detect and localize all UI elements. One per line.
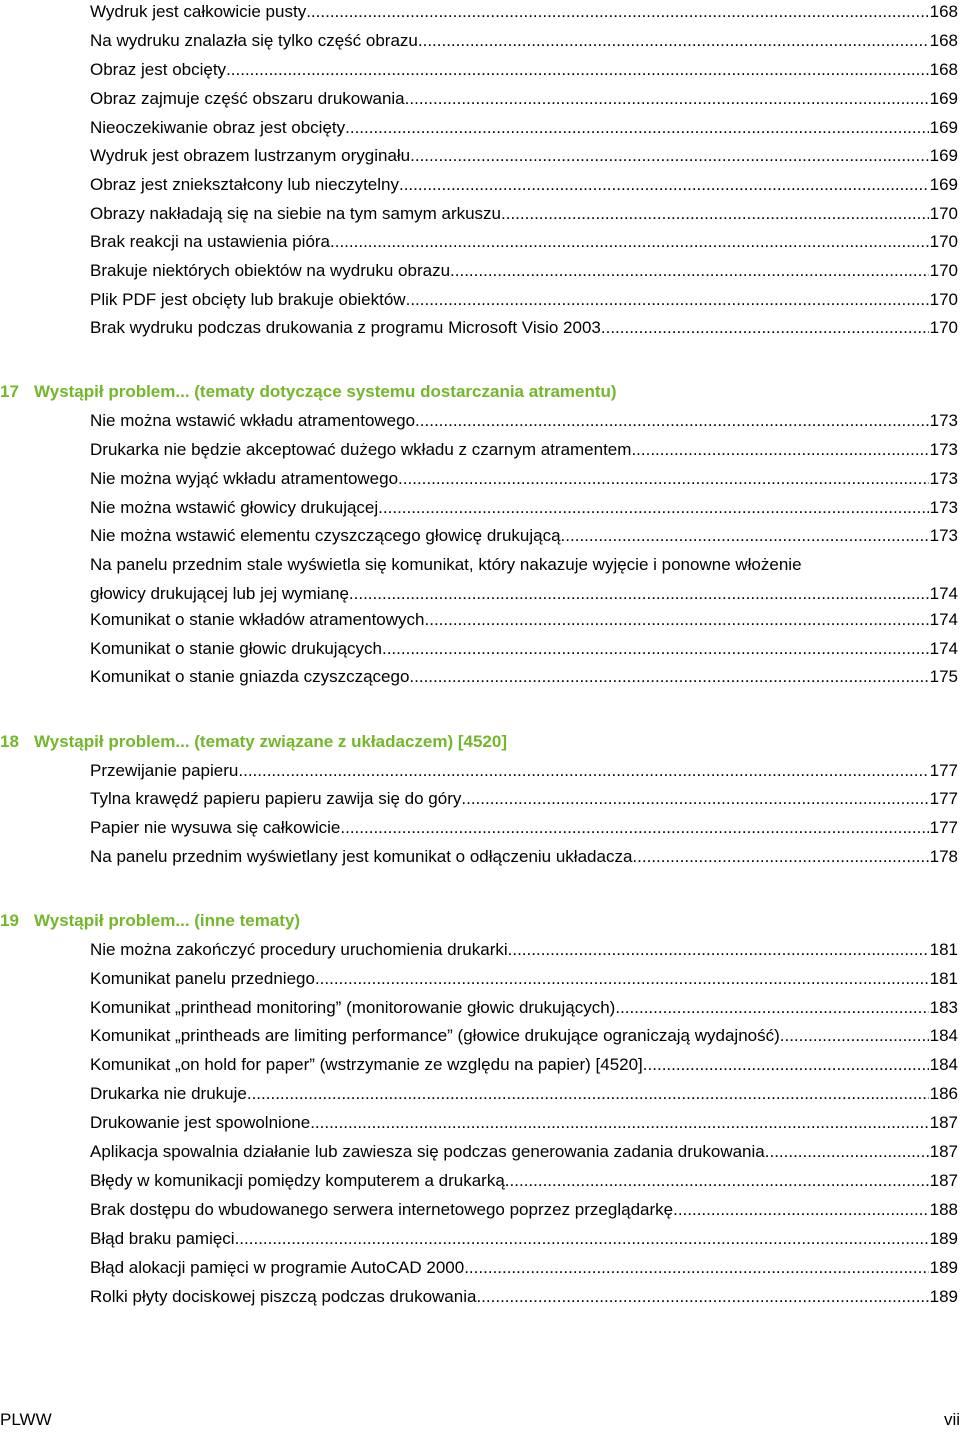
toc-entry[interactable] bbox=[90, 493, 958, 522]
toc-entry[interactable] bbox=[90, 605, 958, 634]
dot-leader bbox=[340, 813, 928, 842]
toc-entry-page: 173 bbox=[929, 440, 958, 459]
dot-leader bbox=[406, 285, 929, 314]
toc-entry-page: 189 bbox=[929, 1287, 958, 1306]
toc-entry-page: 168 bbox=[929, 2, 958, 21]
toc-entry-title: Przewijanie papieru bbox=[90, 756, 238, 785]
dot-leader bbox=[247, 1079, 929, 1108]
dot-leader bbox=[378, 493, 928, 522]
dot-leader bbox=[450, 256, 929, 285]
toc-entry-title: Brak dostępu do wbudowanego serwera internetowego poprzez przeglądarkę bbox=[90, 1195, 673, 1224]
dot-leader bbox=[310, 1108, 928, 1137]
dot-leader bbox=[508, 935, 929, 964]
toc-entry-page: 183 bbox=[929, 998, 958, 1017]
dot-leader bbox=[425, 605, 929, 634]
chapter-heading-18[interactable] bbox=[0, 727, 507, 756]
dot-leader bbox=[398, 464, 929, 493]
toc-entry-title-line1: Na panelu przednim stale wyświetla się komunikat, który nakazuje wyjęcie i ponowne włożenie bbox=[90, 555, 802, 574]
dot-leader bbox=[415, 406, 929, 435]
toc-entry-title: Komunikat o stanie głowic drukujących bbox=[90, 634, 382, 663]
toc-entry[interactable] bbox=[90, 634, 958, 663]
footer-page-number: vii bbox=[943, 1410, 960, 1429]
toc-entry[interactable] bbox=[90, 55, 958, 84]
chapter-number: 17 bbox=[0, 382, 19, 401]
dot-leader bbox=[780, 1021, 929, 1050]
dot-leader bbox=[505, 1166, 929, 1195]
chapter-number: 18 bbox=[0, 732, 19, 751]
toc-entry-page: 169 bbox=[929, 175, 958, 194]
dot-leader bbox=[399, 170, 929, 199]
dot-leader bbox=[330, 227, 929, 256]
toc-entry-page: 174 bbox=[929, 584, 958, 603]
toc-entry-page: 168 bbox=[929, 31, 958, 50]
toc-entry-page: 170 bbox=[929, 290, 958, 309]
toc-entry-title: Komunikat „on hold for paper” (wstrzymanie ze względu na papier) [4520] bbox=[90, 1050, 643, 1079]
toc-entry[interactable] bbox=[90, 406, 958, 435]
toc-entry-title: Aplikacja spowalnia działanie lub zawiesza się podczas generowania zadania drukowania bbox=[90, 1137, 765, 1166]
toc-entry[interactable] bbox=[90, 550, 958, 608]
toc-entry[interactable] bbox=[90, 1195, 958, 1224]
toc-entry[interactable] bbox=[90, 113, 958, 142]
toc-entry[interactable] bbox=[90, 1253, 958, 1282]
toc-entry[interactable] bbox=[90, 227, 958, 256]
toc-entry-title: Brakuje niektórych obiektów na wydruku obrazu bbox=[90, 256, 450, 285]
toc-entry-page: 174 bbox=[929, 639, 958, 658]
toc-entry-title: Wydruk jest obrazem lustrzanym oryginału bbox=[90, 141, 410, 170]
toc-entry[interactable] bbox=[90, 1050, 958, 1079]
dot-leader bbox=[615, 993, 928, 1022]
chapter-heading-19[interactable] bbox=[0, 906, 300, 935]
dot-leader bbox=[464, 1253, 928, 1282]
toc-entry-page: 170 bbox=[929, 232, 958, 251]
dot-leader bbox=[345, 113, 929, 142]
chapter-number: 19 bbox=[0, 911, 19, 930]
toc-entry[interactable] bbox=[90, 0, 958, 26]
toc-entry-page: 170 bbox=[929, 318, 958, 337]
dot-leader bbox=[315, 964, 929, 993]
toc-entry-page: 174 bbox=[929, 610, 958, 629]
toc-entry-title: Nieoczekiwanie obraz jest obcięty bbox=[90, 113, 345, 142]
dot-leader bbox=[631, 435, 928, 464]
dot-leader bbox=[410, 141, 928, 170]
toc-entry[interactable] bbox=[90, 662, 958, 691]
dot-leader bbox=[673, 1195, 929, 1224]
toc-entry-title: Plik PDF jest obcięty lub brakuje obiektów bbox=[90, 285, 406, 314]
toc-entry-page: 187 bbox=[929, 1113, 958, 1132]
toc-entry-title: głowicy drukującej lub jej wymianę bbox=[90, 579, 349, 608]
toc-entry-title: Rolki płyty dociskowej piszczą podczas drukowania bbox=[90, 1282, 476, 1311]
toc-entry[interactable] bbox=[90, 1137, 958, 1166]
toc-entry-page: 181 bbox=[929, 940, 958, 959]
chapter-title: Wystąpił problem... (inne tematy) bbox=[34, 911, 301, 930]
toc-entry[interactable] bbox=[90, 141, 958, 170]
toc-entry-title: Tylna krawędź papieru papieru zawija się do góry bbox=[90, 784, 461, 813]
toc-entry-title: Błędy w komunikacji pomiędzy komputerem a drukarką bbox=[90, 1166, 505, 1195]
toc-entry[interactable] bbox=[90, 1108, 958, 1137]
chapter-heading-17[interactable] bbox=[0, 377, 617, 406]
toc-entry-page: 184 bbox=[929, 1026, 958, 1045]
toc-entry-title: Drukowanie jest spowolnione bbox=[90, 1108, 310, 1137]
dot-leader bbox=[643, 1050, 929, 1079]
dot-leader bbox=[306, 0, 928, 26]
toc-entry-page: 169 bbox=[929, 146, 958, 165]
chapter-title: Wystąpił problem... (tematy dotyczące systemu dostarczania atramentu) bbox=[34, 382, 617, 401]
dot-leader bbox=[405, 84, 929, 113]
dot-leader bbox=[561, 521, 929, 550]
toc-entry-title: Nie można zakończyć procedury uruchomienia drukarki bbox=[90, 935, 508, 964]
toc-entry[interactable] bbox=[90, 84, 958, 113]
toc-entry-title: Drukarka nie będzie akceptować dużego wkładu z czarnym atramentem bbox=[90, 435, 631, 464]
toc-entry[interactable] bbox=[90, 1021, 958, 1050]
toc-entry-title: Drukarka nie drukuje bbox=[90, 1079, 247, 1108]
toc-entry-page: 168 bbox=[929, 60, 958, 79]
toc-entry-page: 186 bbox=[929, 1084, 958, 1103]
toc-entry-title: Na wydruku znalazła się tylko część obrazu bbox=[90, 26, 418, 55]
toc-entry-title: Błąd braku pamięci bbox=[90, 1224, 235, 1253]
toc-entry-title: Błąd alokacji pamięci w programie AutoCAD 2000 bbox=[90, 1253, 464, 1282]
toc-entry[interactable] bbox=[90, 1079, 958, 1108]
dot-leader bbox=[382, 634, 929, 663]
toc-entry[interactable] bbox=[90, 313, 958, 342]
toc-entry-page: 187 bbox=[929, 1142, 958, 1161]
toc-entry-page: 187 bbox=[929, 1171, 958, 1190]
toc-entry[interactable] bbox=[90, 26, 958, 55]
toc-entry[interactable] bbox=[90, 285, 958, 314]
toc-entry-title: Komunikat panelu przedniego bbox=[90, 964, 315, 993]
toc-entry-title: Nie można wstawić wkładu atramentowego bbox=[90, 406, 415, 435]
toc-entry[interactable] bbox=[90, 464, 958, 493]
toc-entry-page: 178 bbox=[929, 847, 958, 866]
dot-leader bbox=[637, 842, 929, 871]
toc-entry-title: Komunikat „printheads are limiting performance” (głowice drukujące ograniczają wydajność) bbox=[90, 1021, 780, 1050]
toc-entry[interactable] bbox=[90, 170, 958, 199]
toc-entry[interactable] bbox=[90, 935, 958, 964]
toc-entry[interactable] bbox=[90, 1282, 958, 1311]
toc-entry-page: 181 bbox=[929, 969, 958, 988]
toc-entry-title: Obraz zajmuje część obszaru drukowania bbox=[90, 84, 405, 113]
toc-entry-title: Na panelu przednim wyświetlany jest komunikat o odłączeniu układacza. bbox=[90, 842, 637, 871]
chapter-title: Wystąpił problem... (tematy związane z układaczem) [4520] bbox=[34, 732, 508, 751]
toc-entry-page: 177 bbox=[929, 789, 958, 808]
toc-entry[interactable] bbox=[90, 842, 958, 871]
toc-entry-page: 175 bbox=[929, 667, 958, 686]
dot-leader bbox=[765, 1137, 929, 1166]
toc-entry-page: 189 bbox=[929, 1258, 958, 1277]
toc-entry-title: Wydruk jest całkowicie pusty bbox=[90, 0, 306, 26]
toc-entry-page: 173 bbox=[929, 526, 958, 545]
toc-entry[interactable] bbox=[90, 784, 958, 813]
toc-entry-title: Obraz jest zniekształcony lub nieczytelny bbox=[90, 170, 399, 199]
toc-entry[interactable] bbox=[90, 521, 958, 550]
toc-entry-page: 189 bbox=[929, 1229, 958, 1248]
toc-entry-page: 170 bbox=[929, 261, 958, 280]
dot-leader bbox=[461, 784, 928, 813]
toc-entry[interactable] bbox=[90, 199, 958, 228]
toc-entry-page: 173 bbox=[929, 498, 958, 517]
toc-entry-page: 173 bbox=[929, 469, 958, 488]
footer-locale-code: PLWW bbox=[0, 1410, 52, 1429]
dot-leader bbox=[349, 579, 929, 608]
toc-entry-title: Komunikat o stanie gniazda czyszczącego bbox=[90, 662, 409, 691]
toc-entry-title: Brak reakcji na ustawienia pióra bbox=[90, 227, 330, 256]
toc-entry-page: 184 bbox=[929, 1055, 958, 1074]
toc-entry-page: 177 bbox=[929, 761, 958, 780]
toc-entry-title: Brak wydruku podczas drukowania z programu Microsoft Visio 2003 bbox=[90, 313, 601, 342]
toc-entry-page: 177 bbox=[929, 818, 958, 837]
toc-entry-page: 170 bbox=[929, 204, 958, 223]
toc-entry[interactable] bbox=[90, 1224, 958, 1253]
toc-entry-title: Komunikat o stanie wkładów atramentowych bbox=[90, 605, 425, 634]
toc-entry-title: Komunikat „printhead monitoring” (monitorowanie głowic drukujących) bbox=[90, 993, 615, 1022]
toc-entry[interactable] bbox=[90, 435, 958, 464]
toc-entry[interactable] bbox=[90, 813, 958, 842]
toc-entry[interactable] bbox=[90, 256, 958, 285]
dot-leader bbox=[235, 1224, 929, 1253]
dot-leader bbox=[226, 55, 929, 84]
toc-entry[interactable] bbox=[90, 756, 958, 785]
toc-entry-title: Nie można wyjąć wkładu atramentowego bbox=[90, 464, 398, 493]
toc-entry-title: Nie można wstawić głowicy drukującej bbox=[90, 493, 378, 522]
toc-entry[interactable] bbox=[90, 1166, 958, 1195]
toc-entry-page: 169 bbox=[929, 118, 958, 137]
toc-entry[interactable] bbox=[90, 964, 958, 993]
toc-entry-page: 173 bbox=[929, 411, 958, 430]
toc-entry-title: Obrazy nakładają się na siebie na tym samym arkuszu bbox=[90, 199, 501, 228]
toc-entry-page: 169 bbox=[929, 89, 958, 108]
dot-leader bbox=[501, 199, 929, 228]
dot-leader bbox=[418, 26, 929, 55]
toc-entry-title: Obraz jest obcięty bbox=[90, 55, 226, 84]
toc-entry-title: Papier nie wysuwa się całkowicie bbox=[90, 813, 340, 842]
dot-leader bbox=[238, 756, 928, 785]
toc-entry-title: Nie można wstawić elementu czyszczącego głowicę drukującą bbox=[90, 521, 561, 550]
dot-leader bbox=[476, 1282, 928, 1311]
toc-entry-page: 188 bbox=[929, 1200, 958, 1219]
dot-leader bbox=[601, 313, 929, 342]
dot-leader bbox=[409, 662, 928, 691]
toc-entry[interactable] bbox=[90, 993, 958, 1022]
